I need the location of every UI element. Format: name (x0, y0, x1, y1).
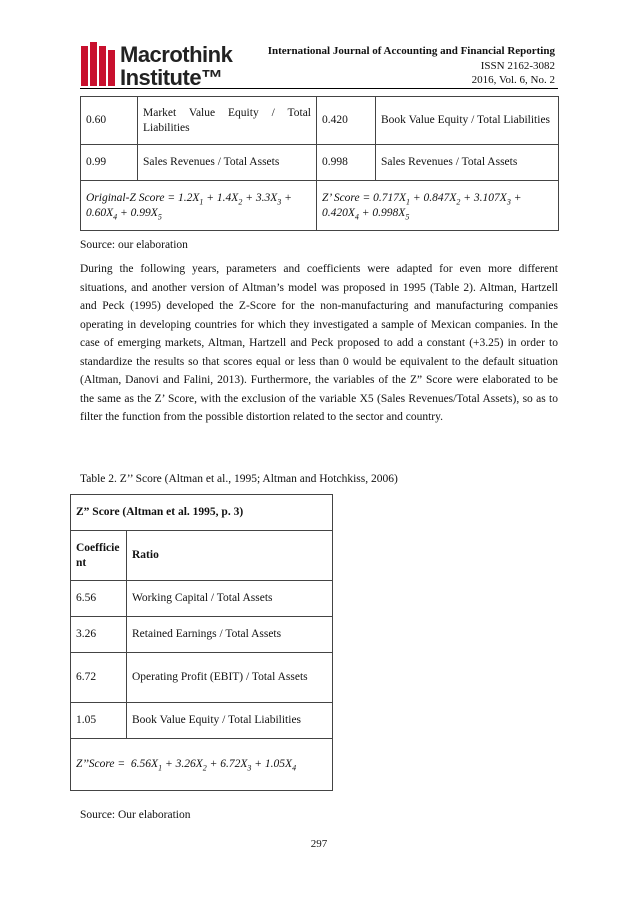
table-cell: Retained Earnings / Total Assets (127, 617, 333, 653)
table-row (71, 703, 333, 739)
table-cell: 0.60 (81, 97, 138, 145)
column-header-ratio: Ratio (127, 531, 333, 581)
column-header-coefficient: Coefficient (71, 531, 127, 581)
publisher-logo (80, 40, 280, 90)
journal-volume: 2016, Vol. 6, No. 2 (471, 74, 555, 86)
table-cell: 3.26 (71, 617, 127, 653)
z-double-prime-formula: Z’’Score = $6.56X_1 + 3.26X_2 + 6.72X_3 + 1.05X_4$ (71, 739, 333, 791)
table-row (71, 739, 333, 791)
table-row (71, 653, 333, 703)
table2-source: Source: Our elaboration (80, 809, 191, 821)
journal-header (268, 44, 555, 88)
z-double-prime-score-table (70, 494, 333, 791)
logo-word-1: Macrothink (120, 42, 233, 67)
table-cell: Sales Revenues / Total Assets (138, 145, 317, 181)
table-row (71, 581, 333, 617)
z-score-comparison-table (80, 96, 559, 231)
table-row (71, 617, 333, 653)
table-cell: Book Value Equity / Total Liabilities (376, 97, 559, 145)
table-row (81, 145, 559, 181)
z-prime-score-formula: Z’ Score = $0.717X_1 + 0.847X_2 + 3.107X_3 + 0.420X_4 + 0.998X_5$ (317, 181, 559, 231)
table1-source: Source: our elaboration (80, 239, 188, 251)
original-z-score-formula: Original-Z Score = $1.2X_1 + 1.4X_2 + 3.3X_3 + 0.60X_4 + 0.99X_5$ (81, 181, 317, 231)
table-cell: 6.56 (71, 581, 127, 617)
table-row (81, 181, 559, 231)
journal-title: International Journal of Accounting and Financial Reporting (267, 45, 555, 57)
header-rule (80, 88, 558, 89)
table-cell: 0.99 (81, 145, 138, 181)
table-title: Z” Score (Altman et al. 1995, p. 3) (71, 495, 333, 531)
logo-word-2: Institute™ (120, 65, 223, 90)
page-number: 297 (310, 838, 328, 850)
table-cell: 1.05 (71, 703, 127, 739)
table-header-row (71, 531, 333, 581)
table-cell: Book Value Equity / Total Liabilities (127, 703, 333, 739)
table-cell: Sales Revenues / Total Assets (376, 145, 559, 181)
table-cell: 0.998 (317, 145, 376, 181)
journal-issn: ISSN 2162-3082 (480, 59, 555, 72)
table-row (71, 495, 333, 531)
body-paragraph: During the following years, parameters and coefficients were adapted for even more different situations, and another version of Altman’s model was proposed in 1995 (Table 2). Altman, Hartzell and Peck (1995) developed the Z-Score for the non-manufacturing and manufacturing companies operating in developing countries for which they investigated a sample of Mexican companies. In the case of emerging markets, Altman, Hartzell and Peck proposed to add a constant (+3.25) in order to standardize the results so that scores equal or less than 0 would be equivalent to the default situation (Altman, Danovi and Falini, 2013). Furthermore, the variables of the Z” Score were elaborated to be the same as the Z’ Score, with the exclusion of the variable X5 (Sales Revenues/Total Assets), so as to filter the function from the possible distortion related to the sector and country. (80, 263, 558, 423)
table-cell: 6.72 (71, 653, 127, 703)
table-row (81, 97, 559, 145)
table-cell: Working Capital / Total Assets (127, 581, 333, 617)
table-cell: 0.420 (317, 97, 376, 145)
table-cell: Operating Profit (EBIT) / Total Assets (127, 653, 333, 703)
table2-caption: Table 2. Z’’ Score (Altman et al., 1995; Altman and Hotchkiss, 2006) (80, 473, 398, 485)
macrothink-logo-icon (80, 40, 116, 88)
table-cell: Market Value Equity / Total Liabilities (138, 97, 317, 145)
